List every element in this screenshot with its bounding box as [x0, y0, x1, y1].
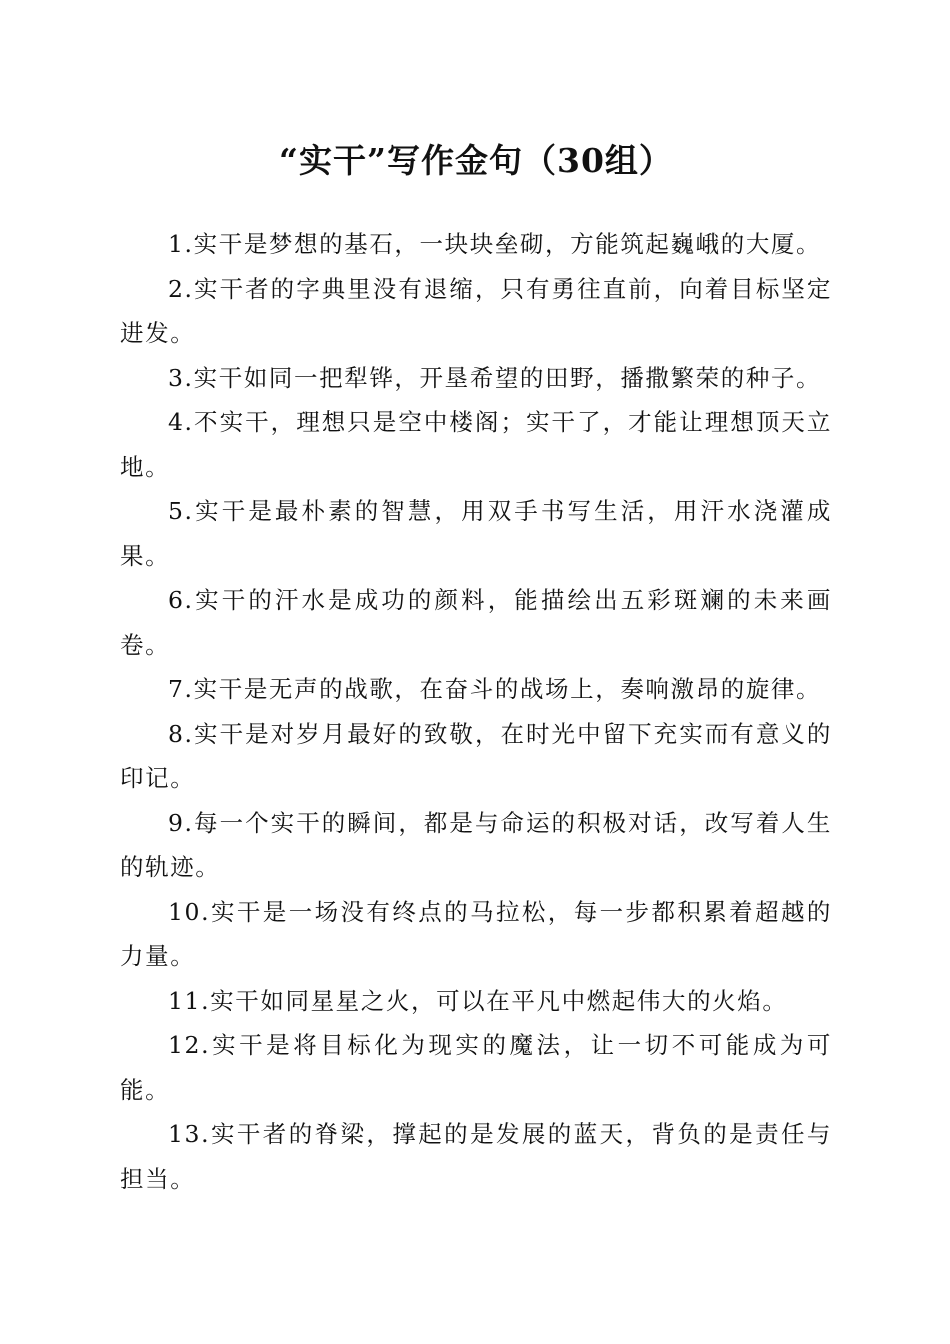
quote-item-8: 8.实干是对岁月最好的致敬，在时光中留下充实而有意义的印记。 — [120, 719, 832, 792]
quote-item-2: 2.实干者的字典里没有退缩，只有勇往直前，向着目标坚定进发。 — [120, 274, 832, 347]
quote-list — [120, 222, 832, 1201]
quote-item-11: 11.实干如同星星之火，可以在平凡中燃起伟大的火焰。 — [168, 986, 788, 1015]
page-title: “实干”写作金句（30组） — [279, 141, 673, 180]
quote-item-12: 12.实干是将目标化为现实的魔法，让一切不可能成为可能。 — [120, 1031, 832, 1104]
quote-item-1: 1.实干是梦想的基石，一块块垒砌，方能筑起巍峨的大厦。 — [168, 230, 822, 258]
quote-item-9: 9.每一个实干的瞬间，都是与命运的积极对话，改写着人生的轨迹。 — [120, 808, 832, 881]
quote-item-3: 3.实干如同一把犁铧，开垦希望的田野，播撒繁荣的种子。 — [168, 363, 822, 392]
quote-item-5: 5.实干是最朴素的智慧，用双手书写生活，用汗水浇灌成果。 — [120, 497, 832, 570]
quote-item-4: 4.不实干，理想只是空中楼阁；实干了，才能让理想顶天立地。 — [120, 408, 832, 481]
quote-item-10: 10.实干是一场没有终点的马拉松，每一步都积累着超越的力量。 — [120, 897, 832, 970]
quote-item-13: 13.实干者的脊梁，撑起的是发展的蓝天，背负的是责任与担当。 — [120, 1120, 832, 1193]
quote-item-6: 6.实干的汗水是成功的颜料，能描绘出五彩斑斓的未来画卷。 — [120, 586, 832, 659]
quote-item-7: 7.实干是无声的战歌，在奋斗的战场上，奏响激昂的旋律。 — [168, 675, 822, 703]
